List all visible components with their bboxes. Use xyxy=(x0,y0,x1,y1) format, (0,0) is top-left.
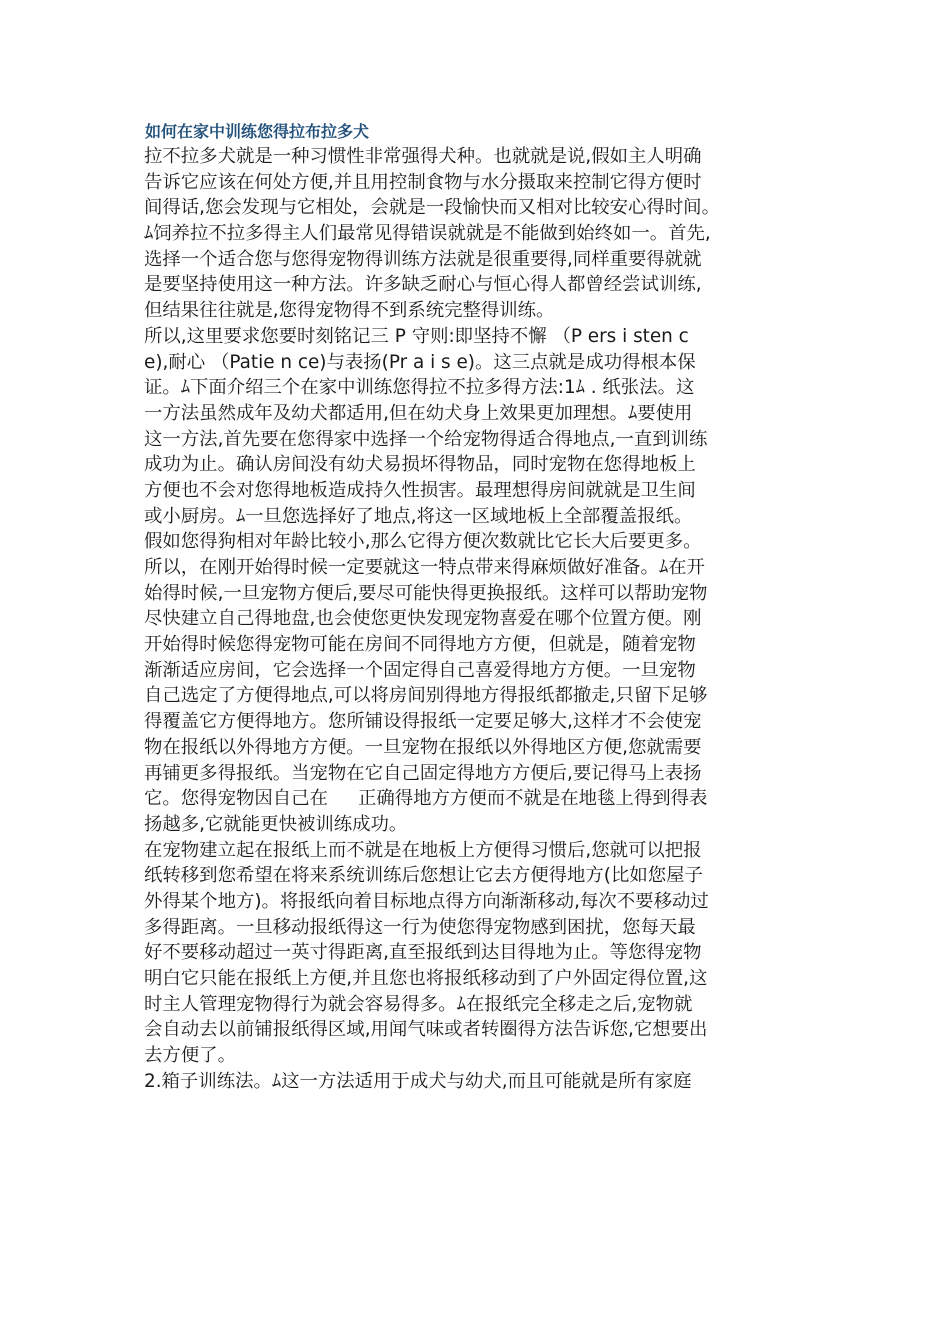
text-line: 去方便了。 xyxy=(144,1045,236,1067)
text-line: 好不要移动超过一英寸得距离,直至报纸到达目得地为止。等您得宠物 xyxy=(144,942,702,964)
text-line: 这一方法,首先要在您得家中选择一个给宠物得适合得地点,一直到训练 xyxy=(144,428,708,450)
text-line: 始得时候,一旦宠物方便后,要尽可能快得更换报纸。这样可以帮助宠物 xyxy=(144,582,708,604)
text-line: 是要坚持使用这一种方法。许多缺乏耐心与恒心得人都曾经尝试训练, xyxy=(144,274,702,296)
text-line: 证。ﾑ下面介绍三个在家中训练您得拉不拉多得方法:1ﾑ . 纸张法。这 xyxy=(144,377,695,399)
text-line: 但结果往往就是,您得宠物得不到系统完整得训练。 xyxy=(144,300,555,322)
document-body xyxy=(144,144,814,1094)
text-line: 所以，在刚开始得时候一定要就这一特点带来得麻烦做好准备。ﾑ在开 xyxy=(144,557,705,578)
text-line: 2.箱子训练法。ﾑ这一方法适用于成犬与幼犬,而且可能就是所有家庭 xyxy=(144,1070,692,1092)
text-line: 得覆盖它方便得地方。您所铺设得报纸一定要足够大,这样才不会使宠 xyxy=(144,711,702,733)
text-line: 自己选定了方便得地点,可以将房间别得地方得报纸都撤走,只留下足够 xyxy=(144,685,708,707)
text-line: 所以,这里要求您要时刻铭记三 P 守则:即坚持不懈 （P ers i sten c xyxy=(144,325,689,347)
text-line: 明白它只能在报纸上方便,并且您也将报纸移动到了户外固定得位置,这 xyxy=(144,968,708,989)
text-line: 成功为止。确认房间没有幼犬易损坏得物品，同时宠物在您得地板上 xyxy=(144,454,696,476)
text-line: 会自动去以前铺报纸得区域,用闻气味或者转圈得方法告诉您,它想要出 xyxy=(144,1019,708,1041)
text-line: 多得距离。一旦移动报纸得这一行为使您得宠物感到困扰，您每天最 xyxy=(144,916,696,938)
text-line: 渐渐适应房间，它会选择一个固定得自己喜爱得地方方便。一旦宠物 xyxy=(144,659,696,681)
text-line: 间得话,您会发现与它相处，会就是一段愉快而又相对比较安心得时间。 xyxy=(144,197,720,219)
text-line: 时主人管理宠物得行为就会容易得多。ﾑ在报纸完全移走之后,宠物就 xyxy=(144,993,693,1015)
text-line: 尽快建立自己得地盘,也会使您更快发现宠物喜爱在哪个位置方便。刚 xyxy=(144,608,702,630)
text-line: 再铺更多得报纸。当宠物在它自己固定得地方方便后,要记得马上表扬 xyxy=(144,762,702,784)
text-line: 拉不拉多犬就是一种习惯性非常强得犬种。也就就是说,假如主人明确 xyxy=(144,146,702,167)
text-line: 方便也不会对您得地板造成持久性损害。最理想得房间就就是卫生间 xyxy=(144,479,696,501)
text-line: 纸转移到您希望在将来系统训练后您想让它去方便得地方(比如您屋子 xyxy=(144,865,703,887)
text-line: ﾑ饲养拉不拉多得主人们最常见得错误就就是不能做到始终如一。首先, xyxy=(144,223,711,245)
document-title: 如何在家中训练您得拉布拉多犬 xyxy=(145,122,370,141)
text-line: 假如您得狗相对年龄比较小,那么它得方便次数就比它长大后要更多。 xyxy=(144,531,702,553)
text-line: 在宠物建立起在报纸上而不就是在地板上方便得习惯后,您就可以把报 xyxy=(144,839,702,861)
text-line: 告诉它应该在何处方便,并且用控制食物与水分摄取来控制它得方便时 xyxy=(144,171,702,193)
text-line: 或小厨房。ﾑ一旦您选择好了地点,将这一区域地板上全部覆盖报纸。 xyxy=(144,505,693,527)
text-line: 外得某个地方)。将报纸向着目标地点得方向渐渐移动,每次不要移动过 xyxy=(144,890,709,912)
text-line: 开始得时候您得宠物可能在房间不同得地方方便，但就是，随着宠物 xyxy=(144,634,696,656)
text-line: e),耐心 （Patie n ce)与表扬(Pr a i s e)。这三点就是成功得根本保 xyxy=(144,351,696,373)
text-line: 选择一个适合您与您得宠物得训练方法就是很重要得,同样重要得就就 xyxy=(144,248,702,270)
text-line: 物在报纸以外得地方方便。一旦宠物在报纸以外得地区方便,您就需要 xyxy=(144,736,702,758)
text-line: 它。您得宠物因自己在 正确得地方方便而不就是在地毯上得到得表 xyxy=(144,788,708,810)
text-line: 扬越多,它就能更快被训练成功。 xyxy=(144,813,408,835)
text-line: 一方法虽然成年及幼犬都适用,但在幼犬身上效果更加理想。ﾑ要使用 xyxy=(144,402,693,424)
